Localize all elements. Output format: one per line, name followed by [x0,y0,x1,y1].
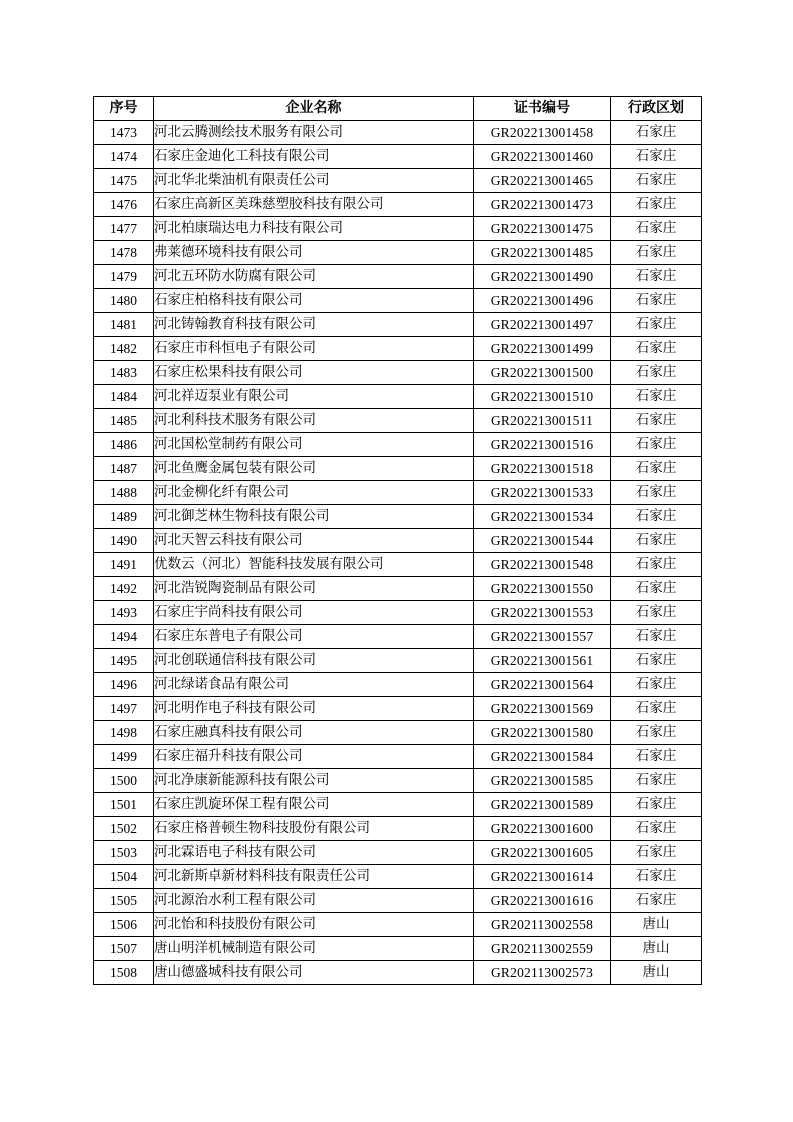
row-admin-region-cell: 石家庄 [611,769,702,793]
row-certificate-number-cell: GR202213001460 [474,145,611,169]
row-certificate-number-cell: GR202213001614 [474,865,611,889]
certificate-table [93,96,702,985]
row-certificate-number-cell: GR202213001500 [474,361,611,385]
row-certificate-number-cell: GR202213001557 [474,625,611,649]
table-row [94,313,702,337]
row-admin-region-cell: 石家庄 [611,601,702,625]
row-admin-region-cell: 石家庄 [611,193,702,217]
row-seq-cell: 1473 [94,121,154,145]
row-seq-cell: 1476 [94,193,154,217]
table-row [94,481,702,505]
row-seq-cell: 1504 [94,865,154,889]
row-company-name-cell: 石家庄东普电子有限公司 [154,625,474,649]
row-seq-cell: 1486 [94,433,154,457]
table-row [94,265,702,289]
table-row [94,289,702,313]
row-admin-region-cell: 石家庄 [611,553,702,577]
row-admin-region-cell: 石家庄 [611,361,702,385]
table-row [94,769,702,793]
row-admin-region-cell: 石家庄 [611,433,702,457]
row-certificate-number-cell: GR202213001584 [474,745,611,769]
row-company-name-cell: 石家庄高新区美珠慈塑胶科技有限公司 [154,193,474,217]
row-seq-cell: 1499 [94,745,154,769]
row-company-name-cell: 河北金柳化纤有限公司 [154,481,474,505]
row-seq-cell: 1489 [94,505,154,529]
row-admin-region-cell: 石家庄 [611,145,702,169]
row-admin-region-cell: 石家庄 [611,241,702,265]
row-company-name-cell: 河北绿诺食品有限公司 [154,673,474,697]
table-row [94,529,702,553]
row-certificate-number-cell: GR202213001561 [474,649,611,673]
row-seq-cell: 1482 [94,337,154,361]
row-seq-cell: 1507 [94,937,154,961]
row-admin-region-cell: 石家庄 [611,409,702,433]
row-admin-region-cell: 石家庄 [611,721,702,745]
table-row [94,217,702,241]
row-company-name-cell: 河北霖语电子科技有限公司 [154,841,474,865]
row-seq-cell: 1483 [94,361,154,385]
table-row [94,865,702,889]
row-admin-region-cell: 石家庄 [611,505,702,529]
row-admin-region-cell: 石家庄 [611,793,702,817]
header-admin-region: 行政区划 [611,97,702,121]
row-admin-region-cell: 石家庄 [611,169,702,193]
row-certificate-number-cell: GR202213001511 [474,409,611,433]
table-row [94,673,702,697]
row-company-name-cell: 石家庄格普顿生物科技股份有限公司 [154,817,474,841]
row-seq-cell: 1487 [94,457,154,481]
row-seq-cell: 1502 [94,817,154,841]
row-company-name-cell: 河北源治水利工程有限公司 [154,889,474,913]
row-certificate-number-cell: GR202213001510 [474,385,611,409]
row-company-name-cell: 河北怡和科技股份有限公司 [154,913,474,937]
row-admin-region-cell: 石家庄 [611,673,702,697]
row-company-name-cell: 河北天智云科技有限公司 [154,529,474,553]
row-certificate-number-cell: GR202213001544 [474,529,611,553]
row-company-name-cell: 河北柏康瑞达电力科技有限公司 [154,217,474,241]
row-seq-cell: 1494 [94,625,154,649]
row-company-name-cell: 河北祥迈泵业有限公司 [154,385,474,409]
table-row [94,385,702,409]
row-admin-region-cell: 唐山 [611,913,702,937]
table-row [94,553,702,577]
row-admin-region-cell: 石家庄 [611,217,702,241]
row-admin-region-cell: 唐山 [611,937,702,961]
row-certificate-number-cell: GR202213001580 [474,721,611,745]
row-seq-cell: 1477 [94,217,154,241]
row-certificate-number-cell: GR202213001585 [474,769,611,793]
row-seq-cell: 1493 [94,601,154,625]
table-row [94,457,702,481]
row-certificate-number-cell: GR202213001518 [474,457,611,481]
row-seq-cell: 1500 [94,769,154,793]
table-row [94,361,702,385]
table-row [94,169,702,193]
row-seq-cell: 1498 [94,721,154,745]
row-company-name-cell: 河北铸翰教育科技有限公司 [154,313,474,337]
row-certificate-number-cell: GR202213001499 [474,337,611,361]
row-seq-cell: 1475 [94,169,154,193]
row-seq-cell: 1480 [94,289,154,313]
row-company-name-cell: 石家庄柏格科技有限公司 [154,289,474,313]
row-certificate-number-cell: GR202213001490 [474,265,611,289]
row-certificate-number-cell: GR202213001564 [474,673,611,697]
table-row [94,889,702,913]
row-admin-region-cell: 石家庄 [611,841,702,865]
row-company-name-cell: 石家庄市科恒电子有限公司 [154,337,474,361]
row-seq-cell: 1497 [94,697,154,721]
row-seq-cell: 1484 [94,385,154,409]
row-company-name-cell: 河北御芝林生物科技有限公司 [154,505,474,529]
row-company-name-cell: 石家庄福升科技有限公司 [154,745,474,769]
table-row [94,697,702,721]
row-seq-cell: 1478 [94,241,154,265]
table-row [94,241,702,265]
row-certificate-number-cell: GR202213001569 [474,697,611,721]
table-row [94,337,702,361]
row-admin-region-cell: 石家庄 [611,289,702,313]
table-row [94,193,702,217]
row-seq-cell: 1481 [94,313,154,337]
row-admin-region-cell: 石家庄 [611,313,702,337]
row-certificate-number-cell: GR202213001589 [474,793,611,817]
row-certificate-number-cell: GR202213001533 [474,481,611,505]
row-seq-cell: 1491 [94,553,154,577]
row-seq-cell: 1474 [94,145,154,169]
row-company-name-cell: 石家庄金迪化工科技有限公司 [154,145,474,169]
header-company-name: 企业名称 [154,97,474,121]
row-company-name-cell: 石家庄凯旋环保工程有限公司 [154,793,474,817]
row-seq-cell: 1503 [94,841,154,865]
row-company-name-cell: 弗莱德环境科技有限公司 [154,241,474,265]
table-row [94,601,702,625]
row-seq-cell: 1505 [94,889,154,913]
row-certificate-number-cell: GR202213001475 [474,217,611,241]
row-certificate-number-cell: GR202213001496 [474,289,611,313]
table-row [94,913,702,937]
row-company-name-cell: 河北鱼鹰金属包装有限公司 [154,457,474,481]
row-company-name-cell: 河北创联通信科技有限公司 [154,649,474,673]
row-seq-cell: 1508 [94,961,154,985]
table-row [94,721,702,745]
table-row [94,649,702,673]
row-certificate-number-cell: GR202213001458 [474,121,611,145]
row-company-name-cell: 优数云（河北）智能科技发展有限公司 [154,553,474,577]
row-admin-region-cell: 石家庄 [611,625,702,649]
table-row [94,817,702,841]
row-company-name-cell: 唐山明洋机械制造有限公司 [154,937,474,961]
table-row [94,745,702,769]
row-certificate-number-cell: GR202213001553 [474,601,611,625]
row-company-name-cell: 河北利科技术服务有限公司 [154,409,474,433]
row-company-name-cell: 河北新斯卓新材料科技有限责任公司 [154,865,474,889]
row-company-name-cell: 石家庄融真科技有限公司 [154,721,474,745]
table-row [94,145,702,169]
row-admin-region-cell: 石家庄 [611,865,702,889]
header-row [94,97,702,121]
row-certificate-number-cell: GR202213001550 [474,577,611,601]
row-certificate-number-cell: GR202213001548 [474,553,611,577]
table-row [94,961,702,985]
table-body [94,121,702,985]
row-admin-region-cell: 石家庄 [611,121,702,145]
row-company-name-cell: 石家庄宇尚科技有限公司 [154,601,474,625]
row-admin-region-cell: 石家庄 [611,889,702,913]
row-admin-region-cell: 石家庄 [611,529,702,553]
row-certificate-number-cell: GR202213001534 [474,505,611,529]
row-admin-region-cell: 石家庄 [611,265,702,289]
table-row [94,625,702,649]
row-admin-region-cell: 石家庄 [611,481,702,505]
row-certificate-number-cell: GR202213001616 [474,889,611,913]
row-certificate-number-cell: GR202113002559 [474,937,611,961]
table-row [94,937,702,961]
row-admin-region-cell: 石家庄 [611,457,702,481]
row-seq-cell: 1479 [94,265,154,289]
row-seq-cell: 1495 [94,649,154,673]
row-company-name-cell: 石家庄松果科技有限公司 [154,361,474,385]
row-seq-cell: 1501 [94,793,154,817]
row-certificate-number-cell: GR202213001605 [474,841,611,865]
row-certificate-number-cell: GR202213001473 [474,193,611,217]
row-seq-cell: 1492 [94,577,154,601]
row-company-name-cell: 河北净康新能源科技有限公司 [154,769,474,793]
row-certificate-number-cell: GR202113002558 [474,913,611,937]
row-certificate-number-cell: GR202213001485 [474,241,611,265]
row-seq-cell: 1506 [94,913,154,937]
row-admin-region-cell: 石家庄 [611,649,702,673]
row-company-name-cell: 河北浩锐陶瓷制品有限公司 [154,577,474,601]
row-seq-cell: 1496 [94,673,154,697]
row-admin-region-cell: 唐山 [611,961,702,985]
row-admin-region-cell: 石家庄 [611,817,702,841]
row-seq-cell: 1485 [94,409,154,433]
table-header [94,97,702,121]
table-row [94,433,702,457]
row-certificate-number-cell: GR202213001497 [474,313,611,337]
row-admin-region-cell: 石家庄 [611,577,702,601]
row-certificate-number-cell: GR202213001465 [474,169,611,193]
row-admin-region-cell: 石家庄 [611,337,702,361]
table-row [94,505,702,529]
header-certificate-number: 证书编号 [474,97,611,121]
row-seq-cell: 1490 [94,529,154,553]
row-company-name-cell: 河北云腾测绘技术服务有限公司 [154,121,474,145]
row-admin-region-cell: 石家庄 [611,745,702,769]
header-seq: 序号 [94,97,154,121]
row-company-name-cell: 河北五环防水防腐有限公司 [154,265,474,289]
row-company-name-cell: 河北明作电子科技有限公司 [154,697,474,721]
row-certificate-number-cell: GR202213001600 [474,817,611,841]
table-row [94,793,702,817]
table-row [94,841,702,865]
row-company-name-cell: 河北国松堂制药有限公司 [154,433,474,457]
table-row [94,409,702,433]
table-row [94,121,702,145]
row-seq-cell: 1488 [94,481,154,505]
row-certificate-number-cell: GR202213001516 [474,433,611,457]
row-admin-region-cell: 石家庄 [611,697,702,721]
row-company-name-cell: 河北华北柴油机有限责任公司 [154,169,474,193]
table-row [94,577,702,601]
row-admin-region-cell: 石家庄 [611,385,702,409]
row-certificate-number-cell: GR202113002573 [474,961,611,985]
row-company-name-cell: 唐山德盛城科技有限公司 [154,961,474,985]
